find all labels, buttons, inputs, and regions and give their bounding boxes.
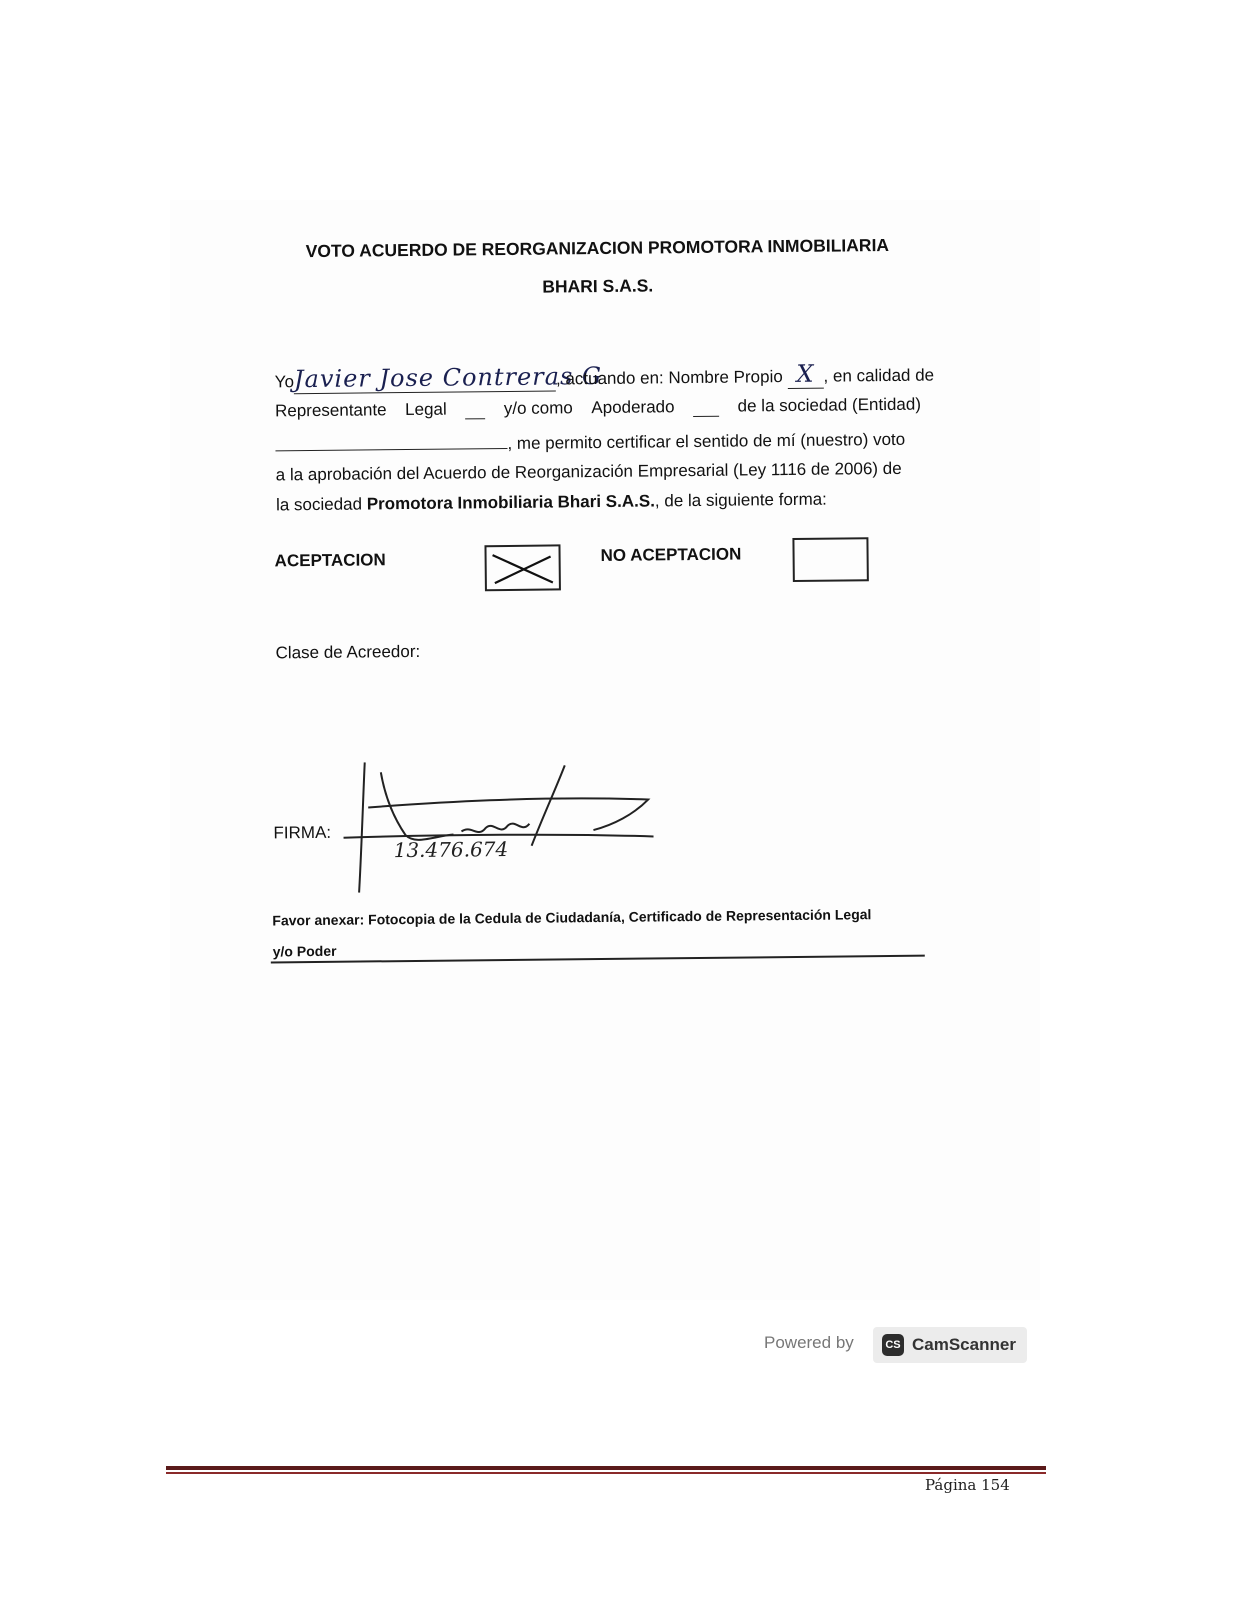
accept-label: ACEPTACION (274, 550, 386, 571)
camscanner-badge (873, 1327, 1027, 1363)
company-name: Promotora Inmobiliaria Bhari S.A.S. (366, 491, 655, 514)
line5-pre: la sociedad (275, 494, 367, 515)
paragraph-line-4: a la aprobación del Acuerdo de Reorganización Empresarial (Ley 1116 de 2006) de (275, 458, 902, 485)
powered-by-text: Powered by (764, 1333, 854, 1352)
line3-text: , me permito certificar el sentido de mí (nuestro) voto (507, 429, 906, 453)
paragraph-line-3 (275, 430, 905, 457)
attachment-note-line2: y/o Poder (272, 942, 337, 960)
creditor-class-label: Clase de Acreedor: (275, 641, 421, 663)
en-calidad-text: , en calidad de (823, 365, 935, 386)
camscanner-logo-icon: CS (882, 1334, 904, 1356)
footer-rule-accent (166, 1472, 1046, 1474)
apoderado-text: Apoderado (591, 397, 675, 418)
yo-text: Yo (274, 372, 295, 392)
firma-label: FIRMA: (273, 822, 332, 843)
reject-checkbox[interactable] (792, 537, 868, 582)
paragraph-line-1 (275, 358, 935, 394)
cross-mark-icon (486, 546, 558, 589)
nombre-propio-mark: X (796, 359, 815, 388)
yo-como-text: y/o como (503, 398, 573, 419)
reject-label: NO ACEPTACION (600, 544, 742, 565)
footer-rule (166, 1466, 1046, 1470)
line5-post: , de la siguiente forma: (654, 489, 827, 511)
nombre-propio-blank (787, 360, 823, 389)
attachment-note-line1: Favor anexar: Fotocopia de la Cedula de Ciudadanía, Certificado de Representación Legal (272, 906, 872, 929)
de-la-sociedad-text: de la sociedad (Entidad) (737, 394, 922, 416)
representante-text: Representante (274, 400, 387, 421)
handwritten-name: Javier Jose Contreras G (293, 361, 603, 394)
camscanner-brand: CamScanner (912, 1335, 1016, 1354)
document-title-line2: BHARI S.A.S. (542, 275, 654, 297)
name-blank (293, 361, 603, 394)
paragraph-line-2 (275, 395, 921, 422)
signature-id-number: 13.476.674 (393, 836, 509, 863)
paragraph-line-5 (276, 490, 827, 516)
legal-blank (465, 399, 485, 419)
actuando-text: , actuando en: Nombre Propio (555, 367, 783, 389)
document-title-line1: VOTO ACUERDO DE REORGANIZACION PROMOTORA INMOBILIARIA (305, 234, 890, 262)
signature-image (343, 754, 664, 897)
legal-text: Legal (405, 399, 447, 420)
page-number: Página 154 (925, 1476, 1010, 1494)
accept-checkbox[interactable] (484, 544, 560, 591)
entidad-blank (275, 448, 507, 451)
apoderado-blank (693, 397, 719, 417)
